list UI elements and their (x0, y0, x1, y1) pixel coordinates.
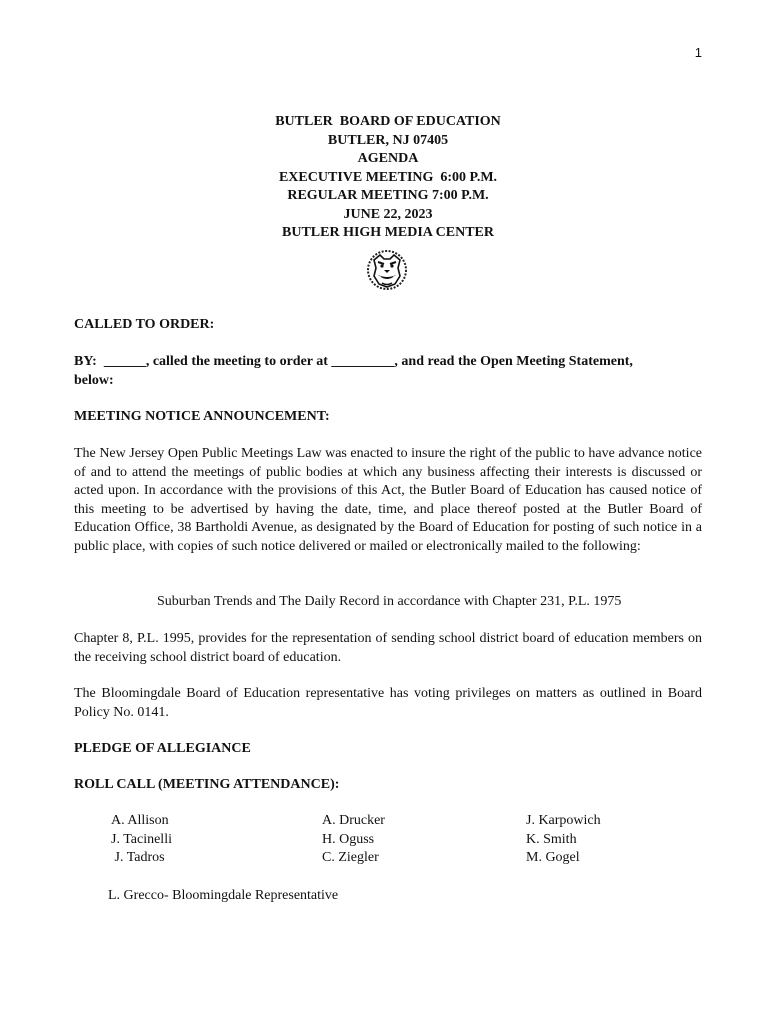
chapter-paragraph: Chapter 8, P.L. 1995, provides for the representation of sending school district board of education members on the receiving school district board of education. (74, 631, 702, 665)
page-number: 1 (694, 45, 702, 60)
header-line-address: BUTLER, NJ 07405 (327, 132, 449, 148)
roll-call-heading: ROLL CALL (MEETING ATTENDANCE): (74, 777, 340, 792)
roll-call-column-2 (322, 812, 385, 868)
called-to-order-line-below: below: (74, 372, 114, 388)
header-line-executive: EXECUTIVE MEETING 6:00 P.M. (278, 169, 498, 185)
bulldog-logo-icon (365, 246, 409, 294)
header-line-agenda: AGENDA (357, 151, 419, 166)
roll-call-member: J. Karpowich (526, 813, 601, 828)
roll-call-member: A. Allison (111, 813, 169, 828)
roll-call-member: K. Smith (526, 831, 577, 847)
pledge-heading: PLEDGE OF ALLEGIANCE (74, 741, 251, 756)
roll-call-column-1 (111, 812, 172, 868)
called-to-order-line: BY: ______, called the meeting to order at _________, and read the Open Meeting Statement, (74, 354, 633, 369)
called-to-order-heading: CALLED TO ORDER: (74, 317, 215, 332)
agenda-header (0, 113, 770, 243)
roll-call-member: C. Ziegler (322, 850, 379, 865)
meeting-notice-heading: MEETING NOTICE ANNOUNCEMENT: (74, 409, 330, 424)
bloomingdale-paragraph: The Bloomingdale Board of Education representative has voting privileges on matters as outlined in Board Policy No. 0141. (74, 686, 702, 720)
roll-call-member: J. Tadros (111, 850, 165, 865)
header-line-regular: REGULAR MEETING 7:00 P.M. (287, 188, 489, 203)
bloomingdale-representative: L. Grecco- Bloomingdale Representative (108, 888, 339, 903)
meeting-notice-paragraph: The New Jersey Open Public Meetings Law was enacted to insure the right of the public to have advance notice of and to attend the meetings of public bodies at which any business affecting their interests is discussed or acted upon. In accordance with the provisions of this Act, the Butler Board of Education has caused notice of this meeting to be advertised by having the date, time, and place thereof posted at the Butler Board of Education Office, 38 Bartholdi Avenue, as designated by the Board of Education for posting of such notice in a public place, with copies of such notice delivered or mailed or electronically mailed to the following: (74, 446, 702, 554)
roll-call-column-3 (526, 812, 601, 868)
roll-call-member: A. Drucker (322, 813, 385, 828)
header-line-board: BUTLER BOARD OF EDUCATION (275, 114, 501, 129)
newspapers-line: Suburban Trends and The Daily Record in accordance with Chapter 231, P.L. 1975 (157, 594, 622, 609)
header-line-location: BUTLER HIGH MEDIA CENTER (282, 225, 494, 240)
header-line-date: JUNE 22, 2023 (343, 206, 433, 222)
roll-call-member: H. Oguss (322, 831, 375, 847)
roll-call-member: M. Gogel (526, 850, 580, 865)
roll-call-member: J. Tacinelli (111, 831, 172, 847)
called-to-order-statement (74, 353, 702, 390)
